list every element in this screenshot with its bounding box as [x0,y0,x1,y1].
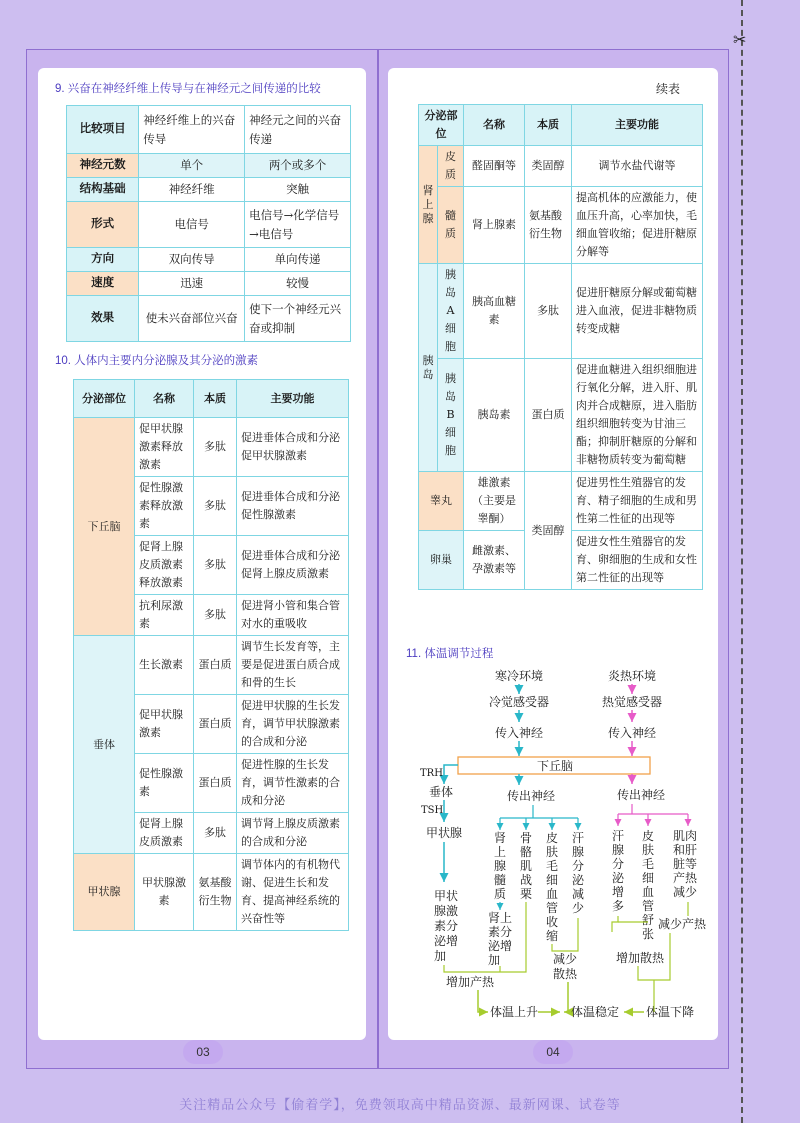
sweat-decrease: 汗腺分泌减少 [572,831,585,915]
thyroid-hormone-label: 甲状腺激素分泌增加 [434,889,459,963]
page-number-right: 04 [533,1040,573,1064]
hot-receptor: 热觉感受器 [602,695,663,709]
gland-adrenal: 肾上腺 [419,146,438,264]
cold-env: 寒冷环境 [495,669,544,683]
section9-title: 9. 兴奋在神经纤维上传导与在神经元之间传递的比较 [55,83,321,95]
gland-testis: 睾丸 [419,472,464,531]
s9-row: 速度 迅速 较慢 [67,272,351,296]
s10c-header-func: 主要功能 [572,105,703,146]
hot-env: 炎热环境 [608,669,657,683]
table-row: 促肾上腺皮质激素 多肽 调节肾上腺皮质激素的合成和分泌 [74,813,349,854]
s9-row: 结构基础 神经纤维 突触 [67,178,351,202]
less-heat-loss: 减少散热 [553,952,578,981]
table-row: 促性腺激素 蛋白质 促进性腺的生长发育，调节性激素的合成和分泌 [74,754,349,813]
table-row: 睾丸 雄激素（主要是睾酮） 类固醇 促进男性生殖器官的发育、精子细胞的生成和男性第二性征的出现等 [419,472,703,531]
section10-table [73,379,349,931]
section9-table [66,105,351,342]
table-row: 促肾上腺皮质激素释放激素 多肽 促进垂体合成和分泌促肾上腺皮质激素 [74,536,349,595]
tsh-label: TSH [421,805,444,816]
s10-header-nature: 本质 [194,380,237,418]
scissors-icon: ✂ [733,30,747,49]
liver-muscle-less: 肌肉和肝脏等产热减少 [673,829,698,899]
table-row: 肾上腺 皮质 醛固酮等 类固醇 调节水盐代谢等 [419,146,703,187]
s10-header-name: 名称 [135,380,194,418]
less-heat: 减少产热 [658,917,707,931]
pituitary-label: 垂体 [429,785,454,799]
cold-receptor: 冷觉感受器 [489,695,550,709]
muscle-shiver: 骨骼肌战栗 [520,831,533,901]
temp-stable: 体温稳定 [571,1005,620,1019]
table-row: 促甲状腺激素 蛋白质 促进甲状腺的生长发育，调节甲状腺激素的合成和分泌 [74,695,349,754]
section10-cont-table [418,104,703,590]
s9-header-fiber: 神经纤维上的兴奋传导 [139,106,245,154]
s9-header-synapse: 神经元之间的兴奋传递 [245,106,351,154]
s10-header-gland: 分泌部位 [74,380,135,418]
s10c-header-name: 名称 [464,105,525,146]
book-spine [377,49,379,1069]
afferent-right: 传入神经 [608,726,657,740]
s9-row: 效果 使未兴奋部位兴奋 使下一个神经元兴奋或抑制 [67,296,351,342]
gland-hypothalamus: 下丘脑 [74,418,135,636]
table-row: 胰岛B细胞 胰岛素 蛋白质 促进血糖进入组织细胞进行氧化分解，进入肝、肌肉并合成糖原，进入脂肪组织细胞转变为甘油三酯；抑制肝糖原的分解和非糖物质转变为葡萄糖 [419,359,703,472]
sex-hormone-nature: 类固醇 [525,472,572,590]
skin-constrict: 皮肤毛细血管收缩 [546,831,559,943]
skin-dilate: 皮肤毛细血管舒张 [642,829,655,941]
more-heat: 增加产热 [446,975,495,989]
continued-label: 续表 [656,82,681,96]
table-row: 促性腺激素释放激素 多肽 促进垂体合成和分泌促性腺激素 [74,477,349,536]
hypothalamus-label: 下丘脑 [537,759,574,773]
table-row: 垂体 生长激素 蛋白质 调节生长发育等，主要是促进蛋白质合成和骨的生长 [74,636,349,695]
sweat-increase: 汗腺分泌增多 [612,829,625,913]
s9-row: 形式 电信号 电信号→化学信号→电信号 [67,202,351,248]
efferent-mid: 传出神经 [507,789,556,803]
table-row: 胰岛 胰岛A细胞 胰高血糖素 多肽 促进肝糖原分解或葡萄糖进入血液，促进非糖物质转变成糖 [419,264,703,359]
temp-down: 体温下降 [646,1005,695,1019]
adrenal-medulla: 肾上腺髓质 [494,831,507,901]
cut-line [741,0,743,1123]
adrenaline-increase: 肾上素分泌增加 [488,911,513,967]
s10-header-func: 主要功能 [237,380,349,418]
table-row: 下丘脑 促甲状腺激素释放激素 多肽 促进垂体合成和分泌促甲状腺激素 [74,418,349,477]
gland-thyroid: 甲状腺 [74,854,135,931]
efferent-right: 传出神经 [617,788,666,802]
s10c-header-nature: 本质 [525,105,572,146]
afferent-left: 传入神经 [495,726,544,740]
gland-pituitary: 垂体 [74,636,135,854]
thermoregulation-diagram [388,660,718,1030]
more-heat-loss: 增加散热 [616,951,665,965]
s9-header-item: 比较项目 [67,106,139,154]
s9-row: 神经元数 单个 两个或多个 [67,154,351,178]
table-row: 卵巢 雌激素、孕激素等 促进女性生殖器官的发育、卵细胞的生成和女性第二性征的出现等 [419,531,703,590]
table-row: 髓质 肾上腺素 氨基酸衍生物 提高机体的应激能力，使血压升高，心率加快，毛细血管收缩；促进肝糖原分解等 [419,187,703,264]
s10c-header-gland: 分泌部位 [419,105,464,146]
section10-title: 10. 人体内主要内分泌腺及其分泌的激素 [55,355,259,367]
temp-up: 体温上升 [490,1005,539,1019]
footer-watermark: 关注精品公众号【偷着学】，免费领取高中精品资源、最新网课、试卷等 [179,1098,621,1113]
gland-ovary: 卵巢 [419,531,464,590]
table-row: 甲状腺 甲状腺激素 氨基酸衍生物 调节体内的有机物代谢、促进生长和发育、提高神经系统的兴奋性等 [74,854,349,931]
s9-row: 方向 双向传导 单向传递 [67,248,351,272]
gland-pancreas: 胰岛 [419,264,438,472]
page-number-left: 03 [183,1040,223,1064]
table-row: 抗利尿激素 多肽 促进肾小管和集合管对水的重吸收 [74,595,349,636]
thyroid-label: 甲状腺 [426,826,463,840]
trh-label: TRH [420,768,443,779]
section11-title: 11. 体温调节过程 [406,648,494,660]
